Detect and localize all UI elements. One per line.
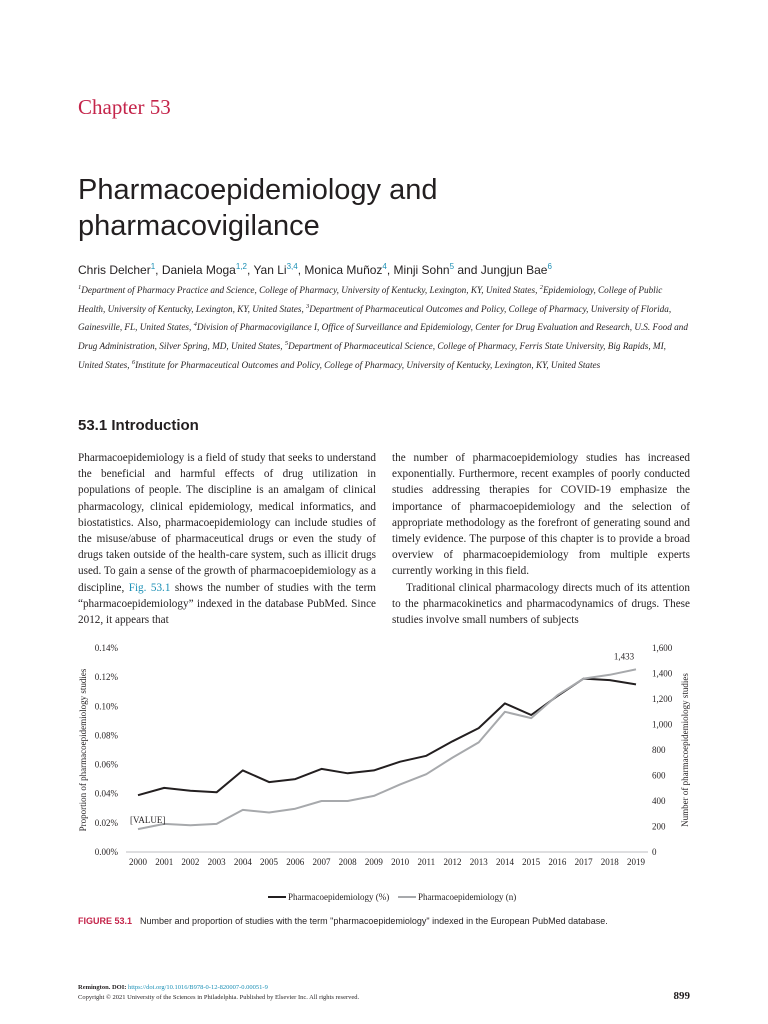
x-tick-label: 2014 [495, 857, 514, 867]
y-right-tick-label: 600 [652, 770, 666, 781]
x-tick-label: 2010 [391, 857, 410, 867]
author-name: Minji Sohn [393, 263, 450, 277]
caption-text: Number and proportion of studies with the term "pharmacoepidemiology" indexed in the European PubMed database. [140, 916, 608, 926]
section-heading: 53.1 Introduction [78, 417, 199, 434]
author-affiliation-ref[interactable]: 4 [382, 262, 387, 271]
data-label-placeholder: [VALUE] [130, 815, 166, 826]
x-tick-label: 2007 [312, 857, 331, 867]
x-tick-label: 2002 [181, 857, 200, 867]
x-tick-label: 2015 [522, 857, 541, 867]
affiliation-number: 3 [306, 302, 310, 310]
y-left-tick-label: 0.10% [94, 701, 118, 712]
doi-link[interactable]: https://doi.org/10.1016/B978-0-12-820007-0.00051-9 [128, 984, 268, 991]
author-name: Daniela Moga [161, 263, 236, 277]
figure-link[interactable]: Fig. 53.1 [128, 581, 171, 594]
y-left-tick-label: 0.02% [94, 817, 118, 828]
affiliation-number: 5 [284, 339, 289, 347]
x-tick-label: 2018 [600, 857, 619, 867]
page-footer [78, 983, 359, 1003]
paragraph: the number of pharmacoepidemiology studies has increased exponentially. Furthermore, recent examples of poorly conducted studies addressing therapies for COVID-19 emphasize the importance of pharmacoepidemiology and the selection of appropriate methodology as the forefront of generating sound and timely evidence. The purpose of this chapter is to provide a broad overview of pharmacoepidemiology from multiple experts currently working in this field. [392, 452, 690, 578]
body-column-right [392, 450, 690, 628]
y-left-tick-label: 0.14% [94, 643, 118, 653]
x-tick-label: 2017 [574, 857, 593, 867]
x-tick-label: 2001 [155, 857, 174, 867]
author-affiliation-ref[interactable]: 1,2 [235, 262, 247, 271]
y-right-tick-label: 1,200 [652, 694, 673, 704]
paragraph: Pharmacoepidemiology is a field of study that seeks to understand the beneficial and harmful effects of drug utilization in populations of people. The discipline is an amalgam of clinical pharmacology, clinical epidemiology, medical informatics, and biostatistics. Also, pharmacoepidemiology can include studies of the misuse/abuse of pharmaceutical drugs or even the study of drugs taken outside of the health-care system, such as illicit drugs used. To gain a sense of the growth of pharmacoepidemiology as a discipline, Fig. 53.1 shows the number of studies with the term “pharmacoepidemiology” indexed in the database PubMed. Since 2012, it appears that [78, 452, 376, 627]
x-tick-label: 2008 [338, 857, 357, 867]
author-list [78, 262, 698, 277]
y-right-tick-label: 0 [652, 847, 657, 857]
series-line-percent [138, 679, 636, 796]
y-left-tick-label: 0.00% [94, 847, 118, 857]
figure-chart [70, 632, 700, 912]
x-tick-label: 2000 [129, 857, 147, 867]
affiliation-text: Department of Pharmacy Practice and Science, College of Pharmacy, University of Kentucky, Lexington, KY, United States, [81, 285, 540, 296]
author-name: Jungjun Bae [480, 263, 548, 277]
affiliation-text: Department of Pharmaceutical Science, College of Pharmacy, Ferris State University, Big Rapids, MI, United States, [78, 341, 666, 370]
y-left-tick-label: 0.04% [94, 788, 118, 799]
legend-label-percent: Pharmacoepidemiology (%) [288, 892, 390, 902]
y-left-tick-label: 0.08% [94, 730, 118, 741]
author-name: Monica Muñoz [304, 263, 383, 277]
y-left-tick-label: 0.06% [94, 759, 118, 770]
y-right-tick-label: 400 [652, 796, 666, 806]
affiliation-text: Department of Pharmaceutical Outcomes and Policy, College of Pharmacy, University of Florida, Gainesville, FL, United States, [78, 303, 672, 333]
paragraph: Traditional clinical pharmacology directs much of its attention to the pharmacokinetics and pharmacodynamics of drugs. These studies involve small numbers of subjects [392, 581, 690, 627]
author-separator: , [386, 263, 394, 277]
source-name: Remington. [78, 984, 111, 991]
affiliation-number: 2 [539, 284, 543, 291]
x-tick-label: 2019 [627, 857, 645, 867]
y-left-tick-label: 0.12% [94, 672, 118, 683]
author-name: Yan Li [253, 263, 287, 277]
author-separator: , [246, 263, 254, 277]
legend-label-count: Pharmacoepidemiology (n) [418, 892, 517, 902]
affiliation-number: 6 [131, 358, 136, 366]
page-number: 899 [673, 990, 690, 1002]
figure-label: FIGURE 53.1 [78, 916, 133, 926]
x-tick-label: 2003 [207, 857, 226, 867]
doi-label: DOI: [111, 984, 129, 991]
author-affiliation-ref[interactable]: 1 [150, 262, 156, 271]
affiliation-text: Epidemiology, College of Public Health, University of Kentucky, Lexington, KY, United States, [78, 285, 663, 314]
figure-caption [78, 916, 698, 926]
author-affiliation-ref[interactable]: 5 [449, 262, 455, 271]
y-right-axis-title: Number of pharmacoepidemiology studies [680, 673, 690, 827]
y-right-tick-label: 1,000 [652, 719, 673, 730]
author-separator: , [297, 263, 305, 277]
line-chart [70, 632, 700, 912]
y-right-tick-label: 800 [652, 745, 666, 755]
x-tick-label: 2004 [233, 857, 252, 867]
affiliation-number: 1 [78, 284, 82, 291]
x-tick-label: 2013 [469, 857, 488, 867]
author-affiliation-ref[interactable]: 6 [547, 262, 552, 271]
y-right-tick-label: 1,600 [652, 643, 673, 653]
chapter-label: Chapter 53 [78, 95, 171, 119]
copyright: Copyright © 2021 University of the Sciences in Philadelphia. Published by Elsevier Inc. All rights reserved. [78, 994, 360, 1001]
x-tick-label: 2012 [443, 857, 462, 867]
affiliation-text: Division of Pharmacovigilance I, Office of Surveillance and Epidemiology, Center for Drug Evaluation and Research, U.S. Food and Drug Administration, Silver Spring, MD, United States, [78, 322, 688, 352]
affiliations [78, 280, 690, 373]
x-tick-label: 2016 [548, 857, 567, 867]
author-affiliation-ref[interactable]: 3,4 [286, 262, 298, 271]
series-line-count [138, 669, 636, 829]
author-separator: and [454, 263, 481, 277]
y-left-axis-title: Proportion of pharmacoepidemiology studies [78, 668, 88, 832]
author-name: Chris Delcher [78, 263, 151, 277]
affiliation-number: 4 [193, 321, 197, 329]
affiliation-text: Institute for Pharmaceutical Outcomes and Policy, College of Pharmacy, University of Kentucky, Lexington, KY, United States [135, 359, 601, 370]
y-right-tick-label: 200 [652, 821, 666, 832]
body-column-left [78, 450, 376, 628]
y-right-tick-label: 1,400 [652, 668, 673, 679]
x-tick-label: 2006 [286, 857, 305, 867]
chapter-title: Pharmacoepidemiology and pharmacovigilance [78, 174, 438, 242]
x-tick-label: 2009 [364, 857, 383, 867]
data-label-last-count: 1,433 [613, 651, 635, 662]
author-separator: , [155, 263, 162, 277]
x-tick-label: 2005 [260, 857, 279, 867]
x-tick-label: 2011 [417, 857, 436, 867]
